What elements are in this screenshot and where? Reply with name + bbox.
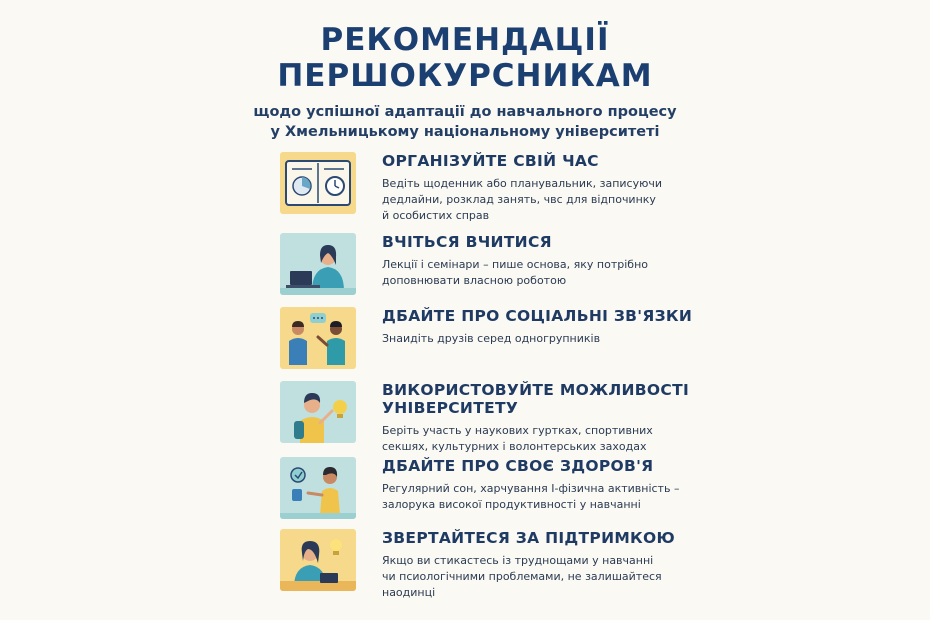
item-description: Ведіть щоденник або планувальник, записуючи дедлайни, розклад занять, чвс для відпочинку й особистих справ (382, 177, 663, 222)
item-description: Знаидіть друзів серед одногрупників (382, 332, 601, 345)
planner-icon (280, 152, 356, 214)
item-title: ВЧІТЬСЯ ВЧИТИСЯ (382, 233, 552, 251)
student-idea-icon (280, 381, 356, 443)
student-laptop-icon (280, 233, 356, 295)
poster-header (0, 22, 930, 142)
item-description: Беріть участь у наукових гуртках, спортивних секшях, культурних і волонтерських заходах (382, 424, 653, 453)
item-title: ЗВЕРТАЙТЕСЯ ЗА ПІДТРИМКОЮ (382, 529, 676, 547)
item-description: Регулярний сон, харчування І-фізична активність – залорука високої продуктивності у навчанні (382, 482, 680, 511)
item-title: ВИКОРИСТОВУЙТЕ МОЖЛИВОСТІ УНІВЕРСИТЕТУ (382, 381, 690, 417)
page-title-line-1: РЕКОМЕНДАЦІЇ (320, 22, 610, 58)
health-icon (280, 457, 356, 519)
friends-chat-icon (280, 307, 356, 369)
item-description: Лекції і семінари – пише основа, яку потрібно доповнювати власною роботою (382, 258, 648, 287)
page-title-line-2: ПЕРШОКУРСНИКАМ (277, 58, 653, 94)
item-description: Якщо ви стикастесь із труднощами у навчанні чи псиологічними проблемами, не залишайтеся наодинці (382, 554, 662, 599)
subtitle-line-2: у Хмельницькому національному університеті (270, 124, 660, 140)
item-title: ОРГАНІЗУЙТЕ СВІЙ ЧАС (382, 152, 599, 170)
subtitle-line-1: щодо успішної адаптації до навчального процесу (253, 104, 677, 120)
support-icon (280, 529, 356, 591)
item-title: ДБАЙТЕ ПРО СОЦІАЛЬНІ ЗВ'ЯЗКИ (382, 307, 693, 325)
item-title: ДБАЙТЕ ПРО СВОЄ ЗДОРОВ'Я (382, 457, 654, 475)
